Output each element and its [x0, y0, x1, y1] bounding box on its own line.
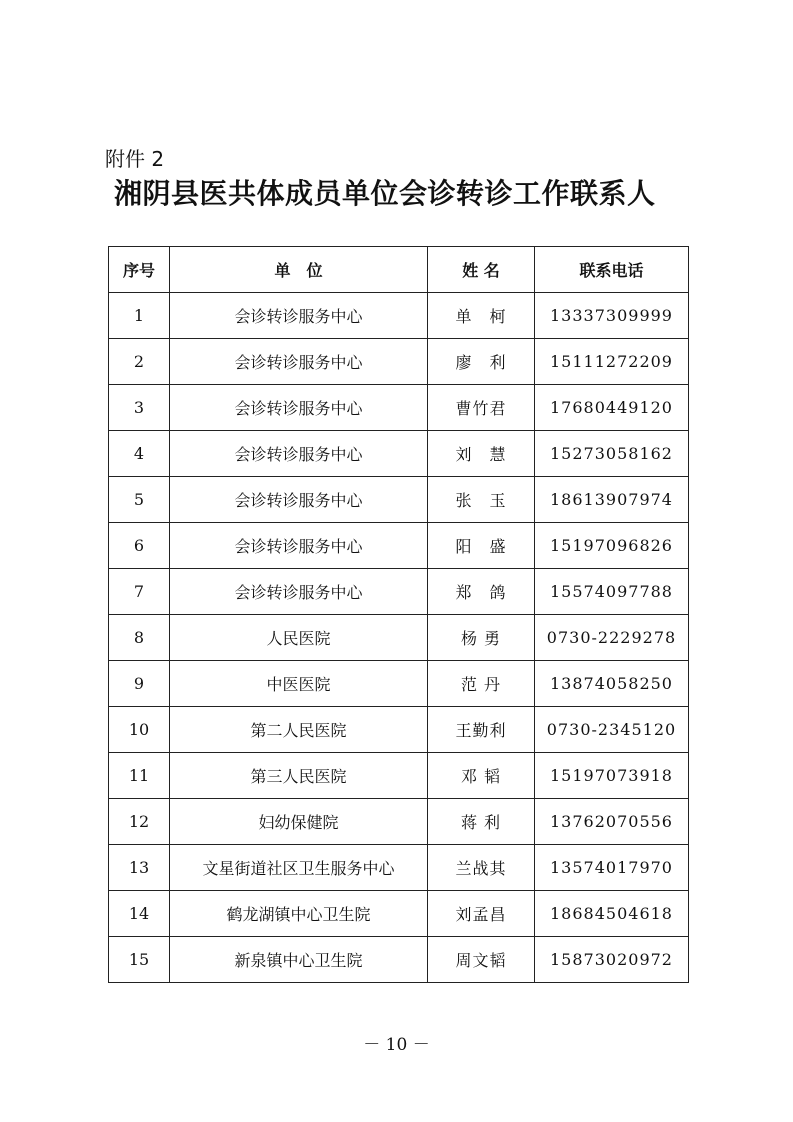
- attachment-label: 附件 2: [105, 147, 165, 171]
- cell-phone: 18613907974: [535, 477, 689, 523]
- cell-unit: 新泉镇中心卫生院: [170, 937, 428, 983]
- cell-name: 范 丹: [428, 661, 535, 707]
- cell-phone: 15273058162: [535, 431, 689, 477]
- cell-phone: 0730-2229278: [535, 615, 689, 661]
- header-name: 姓 名: [428, 247, 535, 293]
- cell-seq: 3: [109, 385, 170, 431]
- contacts-table: [108, 246, 689, 983]
- cell-unit: 文星街道社区卫生服务中心: [170, 845, 428, 891]
- cell-phone: 0730-2345120: [535, 707, 689, 753]
- cell-seq: 2: [109, 339, 170, 385]
- cell-seq: 1: [109, 293, 170, 339]
- cell-name: 蒋 利: [428, 799, 535, 845]
- cell-unit: 第三人民医院: [170, 753, 428, 799]
- table-row: [109, 293, 689, 339]
- cell-seq: 15: [109, 937, 170, 983]
- cell-unit: 会诊转诊服务中心: [170, 431, 428, 477]
- table-row: [109, 523, 689, 569]
- cell-phone: 18684504618: [535, 891, 689, 937]
- header-unit: 单 位: [170, 247, 428, 293]
- cell-seq: 4: [109, 431, 170, 477]
- table-row: [109, 385, 689, 431]
- cell-name: 单 柯: [428, 293, 535, 339]
- table-row: [109, 569, 689, 615]
- header-phone: 联系电话: [535, 247, 689, 293]
- cell-name: 廖 利: [428, 339, 535, 385]
- cell-phone: 15111272209: [535, 339, 689, 385]
- table-row: [109, 707, 689, 753]
- cell-name: 王勤利: [428, 707, 535, 753]
- table-row: [109, 661, 689, 707]
- document-title: 湘阴县医共体成员单位会诊转诊工作联系人: [114, 177, 656, 210]
- cell-phone: 15873020972: [535, 937, 689, 983]
- cell-seq: 7: [109, 569, 170, 615]
- cell-phone: 13762070556: [535, 799, 689, 845]
- cell-name: 兰战其: [428, 845, 535, 891]
- cell-name: 郑 鸽: [428, 569, 535, 615]
- cell-seq: 5: [109, 477, 170, 523]
- cell-seq: 9: [109, 661, 170, 707]
- cell-seq: 12: [109, 799, 170, 845]
- cell-unit: 妇幼保健院: [170, 799, 428, 845]
- cell-seq: 14: [109, 891, 170, 937]
- header-seq: 序号: [109, 247, 170, 293]
- cell-seq: 13: [109, 845, 170, 891]
- table-row: [109, 339, 689, 385]
- cell-phone: 13574017970: [535, 845, 689, 891]
- cell-phone: 15197096826: [535, 523, 689, 569]
- cell-unit: 会诊转诊服务中心: [170, 385, 428, 431]
- cell-phone: 15197073918: [535, 753, 689, 799]
- cell-unit: 第二人民医院: [170, 707, 428, 753]
- cell-unit: 人民医院: [170, 615, 428, 661]
- cell-unit: 会诊转诊服务中心: [170, 339, 428, 385]
- table-row: [109, 845, 689, 891]
- table-row: [109, 753, 689, 799]
- cell-unit: 会诊转诊服务中心: [170, 293, 428, 339]
- cell-unit: 鹤龙湖镇中心卫生院: [170, 891, 428, 937]
- cell-phone: 17680449120: [535, 385, 689, 431]
- cell-name: 刘孟昌: [428, 891, 535, 937]
- table-header-row: [109, 247, 689, 293]
- cell-name: 阳 盛: [428, 523, 535, 569]
- cell-phone: 15574097788: [535, 569, 689, 615]
- table-row: [109, 431, 689, 477]
- cell-name: 周文韬: [428, 937, 535, 983]
- page-number: － 10 －: [363, 1035, 430, 1055]
- cell-name: 曹竹君: [428, 385, 535, 431]
- table-row: [109, 477, 689, 523]
- cell-unit: 会诊转诊服务中心: [170, 569, 428, 615]
- cell-seq: 6: [109, 523, 170, 569]
- cell-phone: 13874058250: [535, 661, 689, 707]
- cell-name: 邓 韬: [428, 753, 535, 799]
- table-row: [109, 799, 689, 845]
- cell-phone: 13337309999: [535, 293, 689, 339]
- table-row: [109, 937, 689, 983]
- cell-seq: 8: [109, 615, 170, 661]
- cell-unit: 会诊转诊服务中心: [170, 523, 428, 569]
- table-row: [109, 891, 689, 937]
- cell-name: 张 玉: [428, 477, 535, 523]
- cell-unit: 会诊转诊服务中心: [170, 477, 428, 523]
- cell-seq: 11: [109, 753, 170, 799]
- cell-unit: 中医医院: [170, 661, 428, 707]
- table-row: [109, 615, 689, 661]
- cell-name: 刘 慧: [428, 431, 535, 477]
- cell-seq: 10: [109, 707, 170, 753]
- cell-name: 杨 勇: [428, 615, 535, 661]
